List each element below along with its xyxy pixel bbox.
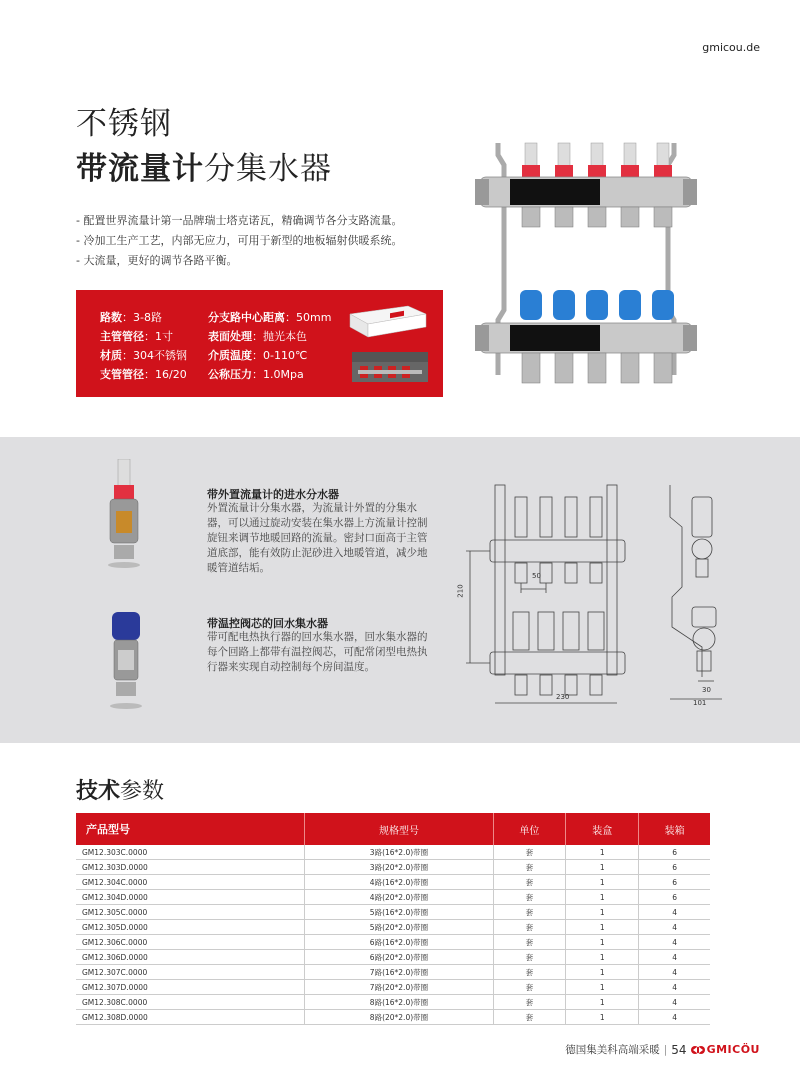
table-cell: 套 [493,965,566,980]
table-cell: 1 [566,905,639,920]
brand-logo-icon [691,1044,705,1056]
col-header: 单位 [493,813,566,845]
table-row [76,890,710,905]
table-cell: 6路(16*2.0)带圈 [305,935,493,950]
table-cell: 套 [493,980,566,995]
dim-height-label: 210 [456,584,465,598]
table-cell: 套 [493,995,566,1010]
spec-value: ：0-110℃ [252,349,308,362]
desc-title-supply: 带外置流量计的进水分水器 [207,488,339,501]
dim-side-small-label: 30 [702,686,711,694]
table-cell: 4 [639,1010,710,1025]
spec-value: ：50mm [285,311,332,324]
spec-label: 分支路中心距离 [208,311,285,324]
spec-label: 材质 [100,349,122,362]
spec-label: 主管管径 [100,330,144,343]
packaging-box-image [346,304,428,338]
table-cell: 套 [493,935,566,950]
table-cell: 8路(20*2.0)带圈 [305,1010,493,1025]
dim-width-label: 230 [556,693,570,701]
feature-item: - 冷加工生产工艺，内部无应力，可用于新型的地板辐射供暖系统。 [76,234,403,247]
table-cell: 5路(20*2.0)带圈 [305,920,493,935]
table-cell: 4路(16*2.0)带圈 [305,875,493,890]
title-bold: 带流量计 [76,151,204,187]
table-cell: GM12.304D.0000 [76,890,305,905]
table-cell: 套 [493,920,566,935]
flow-meter-valve-image [104,459,144,569]
table-cell: 1 [566,860,639,875]
spec-col-left [100,308,187,384]
table-cell: 4 [639,995,710,1010]
table-cell: 3路(20*2.0)带圈 [305,860,493,875]
table-cell: 8路(16*2.0)带圈 [305,995,493,1010]
table-cell: GM12.306D.0000 [76,950,305,965]
table-cell: 4路(20*2.0)带圈 [305,890,493,905]
feature-item: - 大流量，更好的调节各路平衡。 [76,254,238,267]
table-cell: 1 [566,995,639,1010]
feature-list [76,211,402,271]
title-rest: 分集水器 [204,151,332,187]
table-cell: 套 [493,875,566,890]
table-cell: 1 [566,875,639,890]
table-cell: GM12.304C.0000 [76,875,305,890]
table-cell: GM12.307D.0000 [76,980,305,995]
manifold-product-image [470,135,702,400]
table-cell: 套 [493,905,566,920]
table-cell: GM12.305C.0000 [76,905,305,920]
heading-rest: 参数 [120,779,165,804]
table-cell: 1 [566,1010,639,1025]
table-cell: 4 [639,980,710,995]
table-cell: 1 [566,950,639,965]
table-cell: 7路(16*2.0)带圈 [305,965,493,980]
desc-text-supply: 外置流量计分集水器，为流量计外置的分集水器，可以通过旋动安装在集水器上方流量计控制旋钮来调节地暖回路的流量。密封口面高于主管道底部，能有效防止泥砂进入地暖管道，减少地暖管道结垢。 [207,502,428,574]
table-cell: GM12.306C.0000 [76,935,305,950]
spec-value: ：16/20 [144,368,187,381]
table-cell: 套 [493,1010,566,1025]
spec-label: 表面处理 [208,330,252,343]
table-row [76,1010,710,1025]
table-cell: 4 [639,920,710,935]
spec-value: ：3-8路 [122,311,162,324]
spec-col-right [208,308,331,384]
table-cell: 1 [566,920,639,935]
table-row [76,995,710,1010]
dim-spacing-label: 50 [532,572,541,580]
table-cell: 1 [566,980,639,995]
footer [565,1042,760,1057]
table-header-row [76,813,710,845]
packaging-open-box-image [350,348,430,384]
spec-label: 支管管径 [100,368,144,381]
table-row [76,935,710,950]
thermostatic-valve-image [106,612,146,712]
spec-value: ：304不锈钢 [122,349,187,362]
page-title-line2 [76,143,332,188]
table-cell: GM12.303C.0000 [76,845,305,860]
table-cell: 套 [493,860,566,875]
brand-logo [691,1043,760,1056]
spec-label: 介质温度 [208,349,252,362]
table-cell: 6路(20*2.0)带圈 [305,950,493,965]
table-cell: 4 [639,965,710,980]
col-header: 产品型号 [76,813,305,845]
table-cell: 套 [493,845,566,860]
col-header: 装箱 [639,813,710,845]
table-cell: 7路(20*2.0)带圈 [305,980,493,995]
table-cell: 4 [639,935,710,950]
table-cell: 1 [566,845,639,860]
table-row [76,920,710,935]
table-cell: 4 [639,905,710,920]
footer-company: 德国集美科高端采暖 [565,1044,660,1056]
desc-text-return: 带可配电热执行器的回水集水器，回水集水器的每个回路上都带有温控阀芯，可配常闭型电热执行器来实现自动控制每个房间温度。 [207,631,428,673]
table-row [76,845,710,860]
spec-value: ：1.0Mpa [252,368,304,381]
table-cell: 1 [566,965,639,980]
table-row [76,965,710,980]
table-cell: GM12.308D.0000 [76,1010,305,1025]
page-title-line1: 不锈钢 [76,106,172,142]
table-cell: 1 [566,890,639,905]
table-cell: 1 [566,935,639,950]
table-row [76,875,710,890]
table-row [76,950,710,965]
table-row [76,905,710,920]
page-number: 54 [671,1042,687,1057]
table-cell: 套 [493,890,566,905]
desc-title-return: 带温控阀芯的回水集水器 [207,617,328,630]
spec-value: ：1寸 [144,330,173,343]
table-cell: GM12.305D.0000 [76,920,305,935]
table-row [76,860,710,875]
spec-label: 路数 [100,311,122,324]
table-cell: 套 [493,950,566,965]
dim-side-width-label: 101 [693,699,707,707]
tech-params-heading [76,774,164,805]
brand-name: GMICÖU [706,1043,760,1056]
tech-params-table [76,813,710,1025]
technical-drawing-front [460,477,660,717]
site-url: gmicou.de [702,41,760,54]
footer-separator: | [663,1043,668,1056]
table-cell: 6 [639,845,710,860]
heading-bold: 技术 [76,779,121,804]
table-cell: 3路(16*2.0)带圈 [305,845,493,860]
feature-item: - 配置世界流量计第一品牌瑞士塔克诺瓦，精确调节各分支路流量。 [76,214,403,227]
table-cell: GM12.308C.0000 [76,995,305,1010]
table-cell: 6 [639,875,710,890]
spec-box [76,290,443,397]
table-cell: 5路(16*2.0)带圈 [305,905,493,920]
feature-detail-band [0,437,800,743]
spec-label: 公称压力 [208,368,252,381]
spec-value: ：抛光本色 [252,330,307,343]
table-cell: 6 [639,860,710,875]
table-row [76,980,710,995]
col-header: 规格型号 [305,813,493,845]
col-header: 装盒 [566,813,639,845]
table-cell: 6 [639,890,710,905]
technical-drawing-side [662,477,732,717]
table-cell: 4 [639,950,710,965]
table-cell: GM12.307C.0000 [76,965,305,980]
table-cell: GM12.303D.0000 [76,860,305,875]
